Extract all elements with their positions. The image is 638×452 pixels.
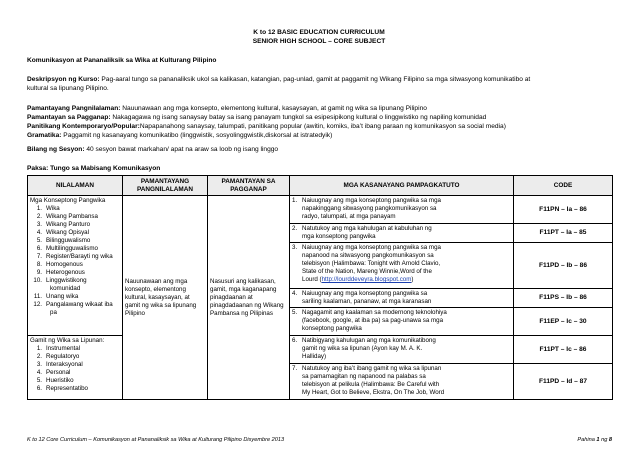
competency-6: 6. Natibigyang kahulugan ang mga komunikatibong gamit ng wika sa lipunan (Ayon kay M. A. K. Halliday) — [290, 336, 514, 364]
description-label: Deskripsyon ng Kurso: — [27, 76, 100, 83]
pagganap-cell: Nasusuri ang kalikasan, gamit, mga kaganapang pinagdaanan at pinagdadaanan ng Wikang Pambansa ng Pilipinas — [208, 196, 290, 400]
standards-block — [27, 104, 612, 140]
col-pamantayan-sa-pagganap: PAMANTAYAN SA PAGGANAP — [208, 176, 290, 196]
nilalaman-cell-b: Gamit ng Wika sa Lipunan: 1. Instrumental 2. Regulatoryo 3. Interaksyonal 4. Personal 5. Hueristiko 6. Representatibo — [28, 336, 123, 400]
col-nilalaman: NILALAMAN — [28, 176, 123, 196]
code-4: F11PS – Ib – 86 — [514, 289, 613, 308]
competency-7: 7. Natutukoy ang iba’t ibang gamit ng wika sa lipunan sa pamamagitan ng napanood na palabas sa telebisyon at pelikula (Halimbawa: Be Careful with My Heart, Got to Believe, Ekstra, On The Job, Word — [290, 364, 514, 400]
code-6: F11PT – Ic – 86 — [514, 336, 613, 364]
session-count: Bilang ng Sesyon: 40 sesyon bawat markahan/ apat na araw sa loob ng isang linggo — [27, 146, 279, 153]
performance-standard: Pamantayan sa Pagganap: Nakagagawa ng isang sanaysay batay sa isang panayam tungkol sa esipesipikong kultural o linggwistiko ng napiling komunidad — [27, 114, 487, 121]
competency-1: 1. Naiuugnay ang mga konseptong pangwika sa mga napakinggang sitwasyong pangkomunikasyon sa radyo, talumpati, at mga panayam — [290, 196, 514, 224]
code-3: F11PD – Ib – 86 — [514, 243, 613, 289]
competency-4: 4. Naiuugnay ang mga konseptong pangwika sa sariling kaalaman, pananaw, at mga karanasan — [290, 289, 514, 308]
topic-title: Paksa: Tungo sa Mabisang Komunikasyon — [27, 165, 161, 172]
col-pamantayang-pangnilalaman: PAMANTAYANG PANGNILALAMAN — [123, 176, 208, 196]
code-2: F11PT – Ia – 85 — [514, 224, 613, 243]
footer-text: K to 12 Core Curriculum – Komunikasyon at Pananaliksik sa Wika at Kulturang Pilipino Disyembre 2013 — [27, 437, 285, 443]
competency-2: 2. Natutukoy ang mga kahulugan at kabuluhan ng mga konseptong pangwika — [290, 224, 514, 243]
content-standard: Pamantayang Pangnilalaman: Nauunawaan ang mga konsepto, elementong kultural, kasaysayan, at gamit ng wika sa lipunang Pilipino — [27, 105, 427, 112]
competency-3: 3. Naiuugnay ang mga konseptong pangwika sa mga napanood na sitwasyong pangkomunikasyon sa telebisyon (Halimbawa: Tonight with Arnold Clavio, State of the Nation, Mareng Winnie,Word of the Lourd (http://lourddeveyra.blogspot.com) — [290, 243, 514, 289]
table-row — [28, 336, 613, 364]
description-text-2: kultural sa lipunang Pilipino. — [27, 85, 109, 92]
col-kasanayan: MGA KASANAYANG PAMPAGKATUTO — [290, 176, 514, 196]
table-row — [28, 196, 613, 224]
curriculum-table — [27, 175, 613, 400]
table-header-row — [28, 176, 613, 196]
pangnilalaman-cell: Nauunawaan ang mga konsepto, elementong kultural, kasaysayan, at gamit ng wika sa lipunang Pilipino — [123, 196, 208, 400]
literature-line: Panitikang Kontemporaryo/Popular:Napapanahong sanaysay, talumpati, panitikang popular (awitin, komiks, iba’t ibang paraan ng komunikasyon sa social media) — [27, 123, 506, 130]
curriculum-subtitle: SENIOR HIGH SCHOOL – CORE SUBJECT — [252, 38, 386, 45]
code-5: F11EP – Ic – 30 — [514, 308, 613, 336]
course-description — [27, 75, 612, 93]
grammar-line: Gramatika: Paggamit ng kasanayang komunikatibo (linggwistik, sosyolinggwistik,diskorsal at istratedyik) — [27, 132, 333, 139]
blog-link[interactable]: http://lourddeveyra.blogspot.com — [321, 276, 412, 283]
competency-5: 5. Nagagamit ang kaalaman sa modernong teknolohiya (facebook, google, at iba pa) sa pag-unawa sa mga konseptong pangwika — [290, 308, 514, 336]
curriculum-title: K to 12 BASIC EDUCATION CURRICULUM — [253, 29, 385, 36]
code-1: F11PN – Ia – 86 — [514, 196, 613, 224]
col-code: CODE — [514, 176, 613, 196]
subject-title: Komunikasyon at Pananaliksik sa Wika at Kulturang Pilipino — [27, 57, 217, 64]
nilalaman-cell-a: Mga Konseptong Pangwika 1. Wika 2. Wikang Pambansa 3. Wikang Panturo 4. Wikang Opisyal 5. Bilingguwalismo 6. Multilingguwalismo 7. Register/Barayti ng wika 8. Homogenous 9. Heterogenous 10. Linggwistikong komunidad 11. Unang wika 12. Pangalawang wikaat iba pa — [28, 196, 123, 336]
code-7: F11PD – Id – 87 — [514, 364, 613, 400]
page-number: Pahina 1 ng 8 — [577, 437, 612, 443]
description-text-1: Pag-aaral tungo sa pananaliksik ukol sa kalikasan, katangian, pag-unlad, gamit at paggamit ng Wikang Filipino sa mga sitwasyong komunikatibo at — [101, 76, 531, 83]
